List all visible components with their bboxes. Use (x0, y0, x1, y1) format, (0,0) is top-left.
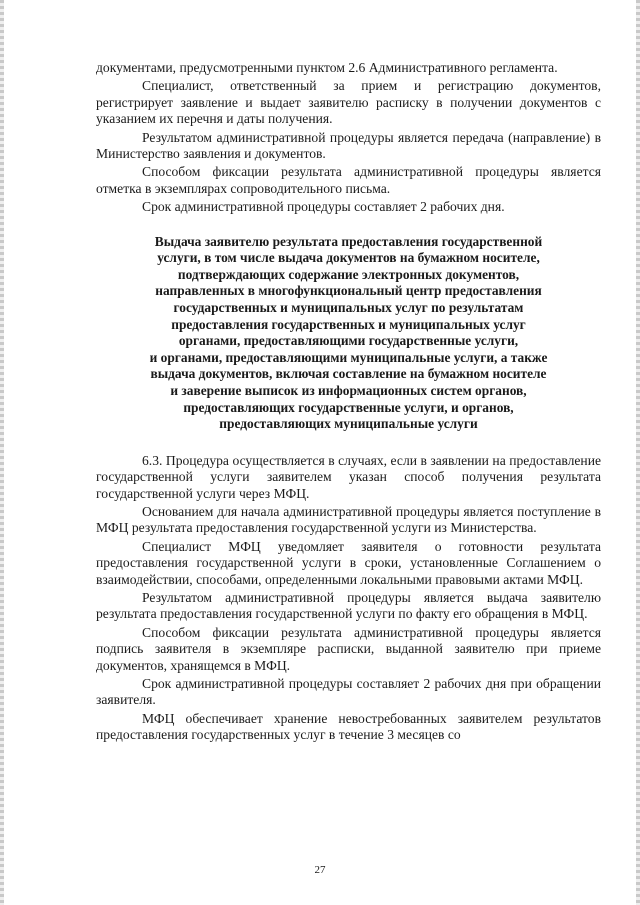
paragraph: Результатом административной процедуры является передача (направление) в Министерство заявления и документов. (96, 129, 601, 162)
paragraph: документами, предусмотренными пунктом 2.6 Административного регламента. (96, 60, 558, 75)
page-number: 27 (314, 864, 326, 876)
paragraph: Специалист МФЦ уведомляет заявителя о готовности результата предоставления государственной услуги в сроки, установленные Соглашением о взаимодействии, способами, определенными локальными правовыми актами МФЦ. (96, 538, 601, 587)
document-page (96, 60, 601, 746)
paragraph: 6.3. Процедура осуществляется в случаях, если в заявлении на предоставление государственной услуги заявителем указан способ получения результата государственной услуги через МФЦ. (96, 452, 601, 501)
scan-edge-left (0, 0, 4, 905)
paragraph: Специалист, ответственный за прием и регистрацию документов, регистрирует заявление и выдает заявителю расписку в получении документов с указанием их перечня и даты получения. (96, 78, 601, 127)
paragraph: Способом фиксации результата административной процедуры является отметка в экземплярах сопроводительного письма. (96, 164, 601, 196)
scan-edge-right (636, 0, 640, 905)
paragraph: Способом фиксации результата административной процедуры является подпись заявителя в экземпляре расписки, выданной заявителю при приеме документов, хранящемся в МФЦ. (96, 624, 601, 673)
section-heading: Выдача заявителю результата предоставления государственной услуги, в том числе выдача документов на бумажном носителе, подтверждающих содержание электронных документов, направленных в многофункциональный центр предоставления государственных и муниципальных услуг по результатам предоставления государственных и муниципальных услуг органами, предоставляющими государственные услуги, и органами, предоставляющими муниципальные услуги, а также выдача документов, включая составление на бумажном носителе и заверение выписок из информационных систем органов, предоставляющих государственные услуги, и органов, предоставляющих муниципальные услуги (149, 233, 548, 432)
paragraph: Срок административной процедуры составляет 2 рабочих дня при обращении заявителя. (96, 676, 601, 708)
paragraph: МФЦ обеспечивает хранение невостребованных заявителем результатов предоставления государственных услуг в течение 3 месяцев со (96, 710, 601, 743)
paragraph: Срок административной процедуры составляет 2 рабочих дня. (142, 199, 505, 215)
paragraph: Основанием для начала административной процедуры является поступление в МФЦ результата предоставления государственной услуги из Министерства. (96, 504, 601, 536)
paragraph: Результатом административной процедуры является выдача заявителю результата предоставления государственной услуги по факту его обращения в МФЦ. (96, 590, 601, 622)
